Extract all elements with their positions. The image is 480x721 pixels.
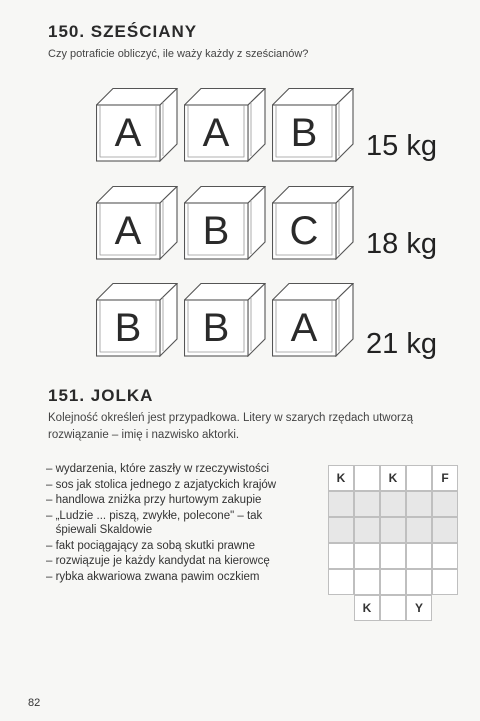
cube-letter: B [290,110,318,155]
letter-cube [272,186,354,260]
grid-cell[interactable] [354,465,380,491]
grid-cell-shaded[interactable] [328,517,354,543]
grid-cell-shaded[interactable] [380,491,406,517]
cube-letter: A [114,110,142,155]
grid-cell-shaded[interactable] [432,491,458,517]
grid-cell[interactable] [432,569,458,595]
grid-cell[interactable] [380,543,406,569]
grid-cell[interactable]: K [354,595,380,621]
grid-cell[interactable] [406,465,432,491]
weight-label: 15 kg [366,130,437,162]
grid-cell[interactable] [380,569,406,595]
letter-cube [96,88,178,162]
grid-cell-shaded[interactable] [328,491,354,517]
grid-cell[interactable] [406,569,432,595]
grid-cell[interactable]: Y [406,595,432,621]
cube-letter: A [114,208,142,253]
clue-item: – handlowa zniżka przy hurtowym zakupie [46,494,262,506]
letter-cube [96,186,178,260]
grid-cell[interactable] [354,543,380,569]
grid-cell[interactable] [328,569,354,595]
grid-cell[interactable]: K [328,465,354,491]
cube-letter: B [202,208,230,253]
clue-item: – rybka akwariowa zwana pawim oczkiem [46,570,260,583]
title-151: 151. JOLKA [48,386,154,405]
grid-cell-shaded[interactable] [354,517,380,543]
grid-cell[interactable]: K [380,465,406,491]
clue-item: – rozwiązuje je każdy kandydat na kierowcę [46,555,270,567]
letter-cube [272,88,354,162]
grid-cell[interactable] [380,595,406,621]
grid-cell-shaded[interactable] [406,491,432,517]
clue-item: – fakt pociągający za sobą skutki prawne [46,539,256,552]
intro-151: Kolejność określeń jest przypadkowa. Litery w szarych rzędach utworzą rozwiązanie – imię i nazwisko aktorki. [48,412,413,441]
title-150: 150. SZEŚCIANY [48,22,198,41]
letter-cube [184,186,266,260]
cube-letter: A [290,305,318,350]
grid-cell[interactable]: F [432,465,458,491]
grid-cell-shaded[interactable] [354,491,380,517]
letter-cube [184,88,266,162]
weight-label: 21 kg [366,328,437,360]
clue-item: – wydarzenia, które zaszły w rzeczywistości [46,463,270,475]
page-number: 82 [28,697,41,709]
grid-cell[interactable] [354,569,380,595]
grid-cell[interactable] [328,543,354,569]
cube-letter: A [202,110,230,155]
grid-cell[interactable] [406,543,432,569]
letter-cube [184,283,266,357]
cube-letter: B [114,305,142,350]
grid-cell-shaded[interactable] [380,517,406,543]
clue-item: – „Ludzie ... piszą, zwykłe, polecone" – tak śpiewali Skaldowie [46,509,263,536]
cube-letter: B [202,305,230,350]
grid-cell[interactable] [432,543,458,569]
letter-cube [272,283,354,357]
letter-cube [96,283,178,357]
grid-cell-shaded[interactable] [432,517,458,543]
weight-label: 18 kg [366,228,437,260]
cube-letter: C [289,208,319,253]
grid-cell-shaded[interactable] [406,517,432,543]
clue-item: – sos jak stolica jednego z azjatyckich krajów [46,478,277,491]
subtitle-150: Czy potraficie obliczyć, ile waży każdy z sześcianów? [48,48,309,60]
